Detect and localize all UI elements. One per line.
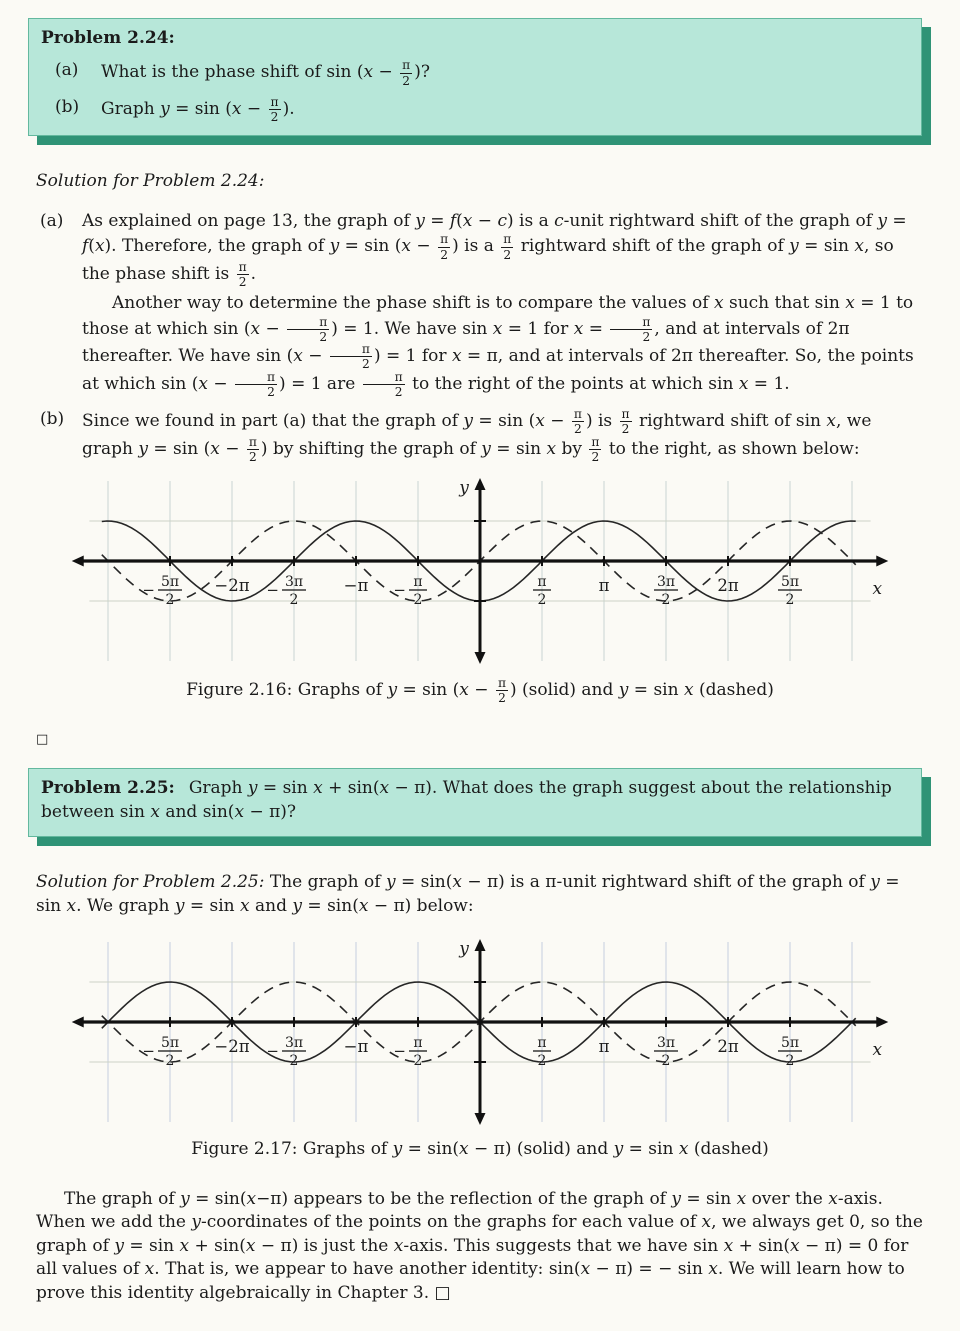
svg-text:π: π: [413, 574, 423, 591]
svg-text:3π: 3π: [656, 1035, 676, 1052]
figure-2-17-caption: Figure 2.17: Graphs of y = sin(x − π) (solid) and y = sin x (dashed): [191, 1139, 769, 1160]
problem-2-24-title: Problem 2.24:: [41, 28, 175, 48]
figure-2-16: [55, 473, 905, 704]
svg-text:2: 2: [785, 592, 795, 609]
svg-text:2: 2: [785, 1053, 795, 1070]
svg-text:−: −: [266, 1042, 279, 1061]
svg-text:5π: 5π: [160, 574, 180, 591]
closing-paragraph: The graph of y = sin(x−π) appears to be the reflection of the graph of y = sin x over the x-axis. When we add the y-coordinates of the points on the graphs for each value of x, we always get 0, so the graph of y = sin x + sin(x − π) is just the x-axis. This suggests that we have sin x + sin(x − π) = 0 for all values of x. That is, we appear to have another identity: sin(x − π) = − sin x. We will learn how to prove this identity algebraically in Chapter 3. □: [36, 1188, 923, 1303]
problem-2-25-text-block: [41, 777, 907, 824]
svg-text:−π: −π: [343, 1037, 369, 1057]
solution-2-24-part-b: [36, 408, 924, 463]
svg-text:3π: 3π: [284, 574, 304, 591]
svg-text:2: 2: [537, 592, 547, 609]
svg-text:y: y: [459, 478, 469, 499]
svg-text:2: 2: [413, 1053, 423, 1070]
svg-text:2: 2: [289, 592, 299, 609]
svg-text:π: π: [537, 574, 547, 591]
part-a-paragraph-1: As explained on page 13, the graph of y = f(x − c) is a c-unit rightward shift of the graph of y = f(x). Therefore, the graph of y = sin (x − $\frac{\pi}{2}$ ) is a $\frac{\pi}{2}$ rightward shift of the graph of y = sin x, so the phase shift is $\frac{\pi}{2}$ .: [82, 210, 907, 289]
svg-text:2: 2: [661, 592, 671, 609]
figure-2-17-plot: [55, 934, 905, 1130]
solution-2-24-lead-text: Solution for Problem 2.24:: [36, 171, 265, 192]
part-b-label: (b): [40, 409, 65, 430]
svg-text:5π: 5π: [780, 574, 800, 591]
svg-text:−2π: −2π: [214, 576, 250, 596]
svg-text:−: −: [393, 1042, 406, 1061]
solution-2-24-part-a: [36, 210, 924, 398]
svg-text:2: 2: [165, 592, 175, 609]
svg-text:π: π: [413, 1035, 423, 1052]
item-b-text: Graph y = sin (x − $\frac{\pi}{2}$ ).: [101, 94, 295, 125]
item-a-text: What is the phase shift of sin (x − $\frac{\pi}{2}$ )?: [101, 58, 430, 88]
svg-text:π: π: [598, 576, 610, 596]
svg-text:3π: 3π: [656, 574, 676, 591]
svg-text:−2π: −2π: [214, 1037, 250, 1057]
problem-2-25-text: Graph y = sin x + sin(x − π). What does the graph suggest about the relationship between sin x and sin(x − π)?: [41, 778, 892, 822]
solution-2-25-lead-text: Solution for Problem 2.25:: [36, 872, 265, 893]
figure-2-17: [55, 934, 905, 1161]
svg-text:−: −: [142, 1042, 155, 1061]
end-of-solution-marker: □: [36, 731, 49, 747]
figure-2-16-caption: Figure 2.16: Graphs of y = sin (x − $\frac{\pi}{2}$ ) (solid) and y = sin x (dashed): [186, 676, 774, 706]
svg-text:y: y: [459, 939, 469, 960]
svg-text:x: x: [872, 579, 883, 600]
svg-text:2π: 2π: [717, 1037, 739, 1057]
svg-text:−: −: [393, 581, 406, 600]
svg-text:2: 2: [661, 1053, 671, 1070]
svg-text:x: x: [872, 1040, 883, 1061]
svg-text:2π: 2π: [717, 576, 739, 596]
svg-text:−π: −π: [343, 576, 369, 596]
part-a-body: [82, 210, 924, 398]
solution-2-24-lead: [36, 170, 924, 193]
svg-text:3π: 3π: [284, 1035, 304, 1052]
solution-2-25-paragraph: [36, 871, 924, 918]
item-a-label: (a): [55, 60, 79, 81]
svg-text:2: 2: [165, 1053, 175, 1070]
problem-2-25-title: Problem 2.25:: [41, 778, 175, 799]
svg-text:2: 2: [413, 592, 423, 609]
part-a-paragraph-2: Another way to determine the phase shift is to compare the values of x such that sin x = 1 to those at which sin (x − $\frac{\pi}{2}$ ) = 1. We have sin x = 1 for x = $\frac{\pi}{2}$ , and at intervals of 2π thereafter. We have sin (x − $\frac{\pi}{2}$ ) = 1 for x = π, and at intervals of 2π thereafter. So, the points at which sin (x − $\frac{\pi}{2}$ ) = 1 are $\frac{\pi}{2}$ to the right of the points at which sin x = 1.: [82, 293, 914, 399]
part-b-body: [82, 408, 924, 463]
solution-2-25-text: The graph of y = sin(x − π) is a π-unit rightward shift of the graph of y = sin x. We graph y = sin x and y = sin(x − π) below:: [36, 872, 900, 916]
figure-2-16-plot: [55, 473, 905, 669]
svg-text:2: 2: [289, 1053, 299, 1070]
svg-text:π: π: [598, 1037, 610, 1057]
problem-2-25-box: [28, 768, 922, 837]
problem-2-24-box: [28, 18, 922, 136]
part-b-paragraph-1: Since we found in part (a) that the graph of y = sin (x − $\frac{\pi}{2}$ ) is $\frac{\pi}{2}$ rightward shift of sin x, we graph y = sin (x − $\frac{\pi}{2}$ ) by shifting the graph of y = sin x by $\frac{\pi}{2}$ to the right, as shown below:: [82, 407, 872, 464]
problem-2-24-item-b: [41, 96, 907, 123]
part-a-label: (a): [40, 210, 64, 231]
problem-2-24-item-a: [41, 59, 907, 86]
svg-text:−: −: [266, 581, 279, 600]
svg-text:π: π: [537, 1035, 547, 1052]
svg-text:5π: 5π: [160, 1035, 180, 1052]
item-b-label: (b): [55, 96, 80, 117]
svg-text:−: −: [142, 581, 155, 600]
svg-text:2: 2: [537, 1053, 547, 1070]
svg-text:5π: 5π: [780, 1035, 800, 1052]
